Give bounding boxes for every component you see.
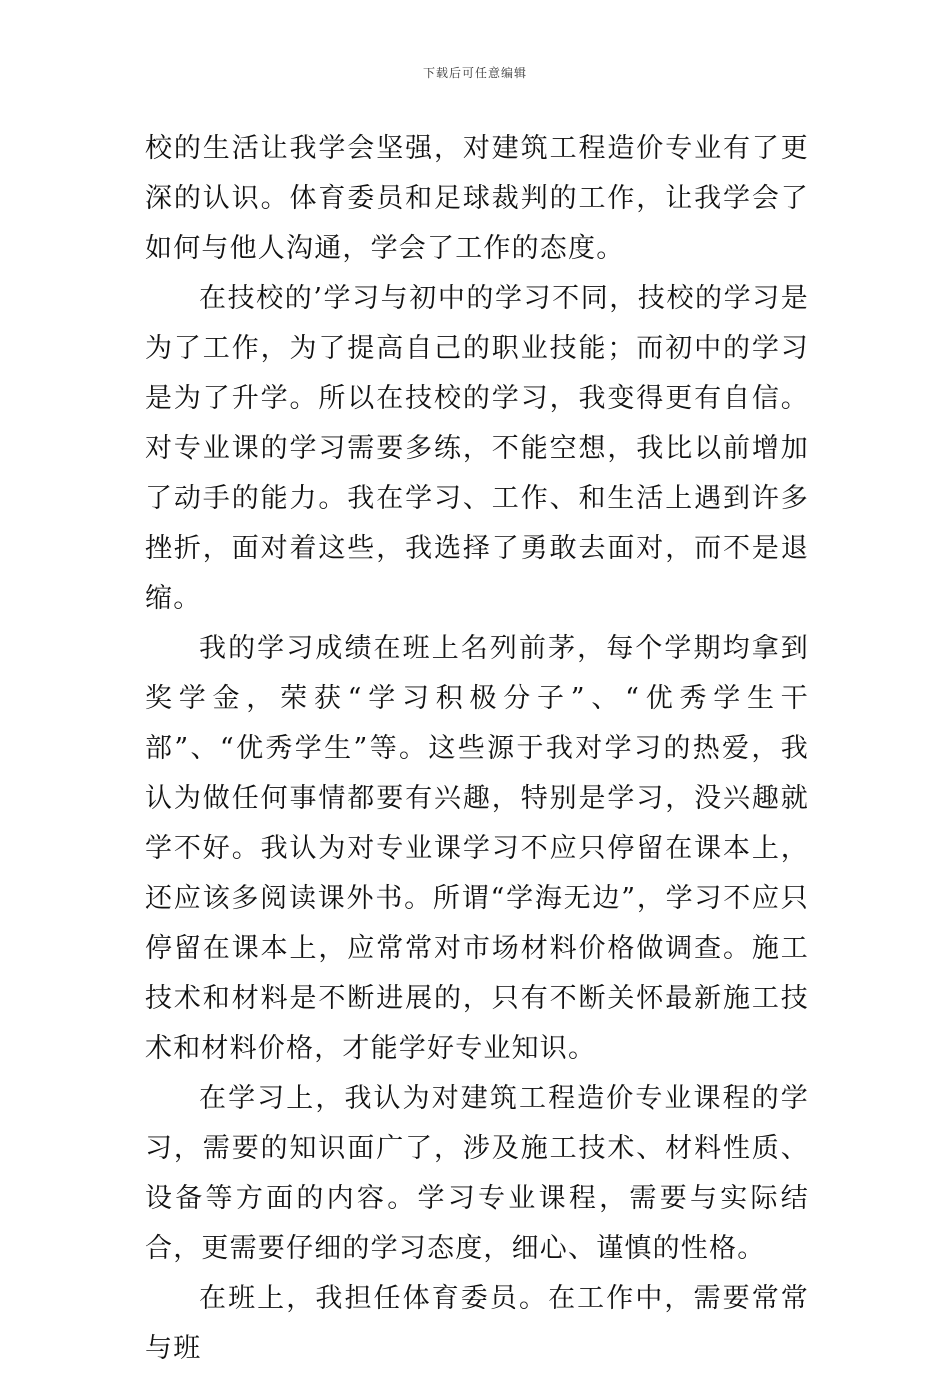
- paragraph: 我的学习成绩在班上名列前茅，每个学期均拿到奖学金，荣获“学习积极分子”、“优秀学生干部”、“优秀学生”等。这些源于我对学习的热爱，我认为做任何事情都要有兴趣，特别是学习，没兴趣就学不好。我认为对专业课学习不应只停留在课本上，还应该多阅读课外书。所谓“学海无边”，学习不应只停留在课本上，应常常对市场材料价格做调查。施工技术和材料是不断进展的，只有不断关怀最新施工技术和材料价格，才能学好专业知识。: [145, 633, 809, 1064]
- paragraph: 在技校的’学习与初中的学习不同，技校的学习是为了工作，为了提高自己的职业技能；而初中的学习是为了升学。所以在技校的学习，我变得更有自信。对专业课的学习需要多练，不能空想，我比以前增加了动手的能力。我在学习、工作、和生活上遇到许多挫折，面对着这些，我选择了勇敢去面对，而不是退缩。: [145, 283, 809, 614]
- paragraph: 在班上，我担任体育委员。在工作中，需要常常与班: [145, 1283, 809, 1364]
- document-body: [145, 124, 809, 1374]
- paragraph: 在学习上，我认为对建筑工程造价专业课程的学习，需要的知识面广了，涉及施工技术、材料性质、设备等方面的内容。学习专业课程，需要与实际结合，更需要仔细的学习态度，细心、谨慎的性格。: [145, 1083, 809, 1264]
- paragraph: 校的生活让我学会坚强，对建筑工程造价专业有了更深的认识。体育委员和足球裁判的工作，让我学会了如何与他人沟通，学会了工作的态度。: [145, 133, 809, 264]
- page-header: 下载后可任意编辑: [422, 66, 527, 80]
